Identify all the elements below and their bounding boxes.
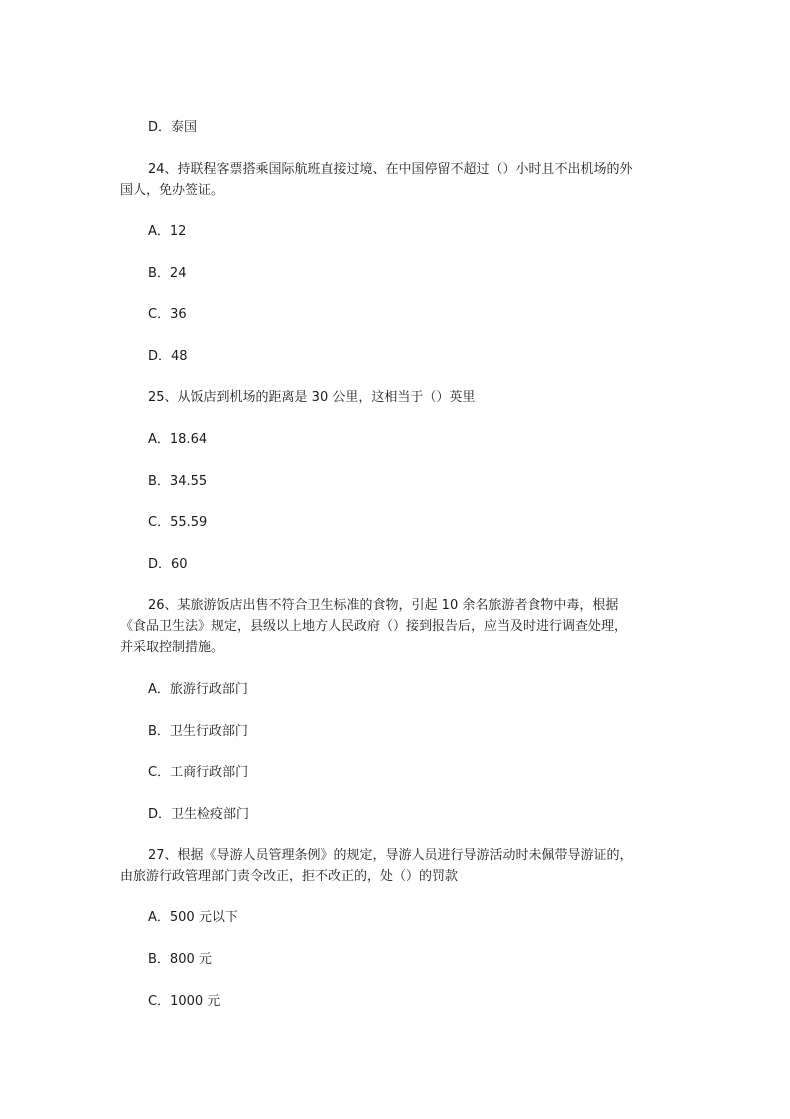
option-d-prev: D．泰国: [148, 120, 198, 135]
option-a-27: A．500 元以下: [148, 910, 238, 925]
question-26-line-2: 《食品卫生法》规定，县级以上地方人民政府（）接到报告后，应当及时进行调查处理，: [120, 619, 628, 634]
option-c-27: C．1000 元: [148, 994, 221, 1009]
option-c-24: C．36: [148, 307, 187, 322]
option-d-25: D．60: [148, 557, 188, 572]
option-d-24: D．48: [148, 349, 188, 364]
question-26-line-3: 并采取控制措施。: [120, 640, 225, 655]
question-24-line-2: 国人，免办签证。: [120, 183, 225, 198]
option-c-26: C．工商行政部门: [148, 765, 249, 780]
question-27-line-2: 由旅游行政管理部门责令改正，拒不改正的，处（）的罚款: [120, 869, 459, 884]
question-27-line-1: 27、根据《导游人员管理条例》的规定，导游人员进行导游活动时未佩带导游证的，: [148, 848, 633, 863]
option-d-26: D．卫生检疫部门: [148, 807, 250, 822]
option-a-25: A．18.64: [148, 432, 208, 447]
option-a-24: A．12: [148, 224, 187, 239]
question-25: 25、从饭店到机场的距离是 30 公里，这相当于（）英里: [148, 390, 476, 405]
option-b-26: B．卫生行政部门: [148, 724, 248, 739]
option-c-25: C．55.59: [148, 515, 208, 530]
option-b-24: B．24: [148, 266, 187, 281]
option-b-27: B．800 元: [148, 952, 212, 967]
question-26-line-1: 26、某旅游饭店出售不符合卫生标准的食物，引起 10 余名旅游者食物中毒，根据: [148, 598, 619, 613]
option-b-25: B．34.55: [148, 474, 208, 489]
question-24-line-1: 24、持联程客票搭乘国际航班直接过境、在中国停留不超过（）小时且不出机场的外: [148, 162, 633, 177]
option-a-26: A．旅游行政部门: [148, 682, 248, 697]
